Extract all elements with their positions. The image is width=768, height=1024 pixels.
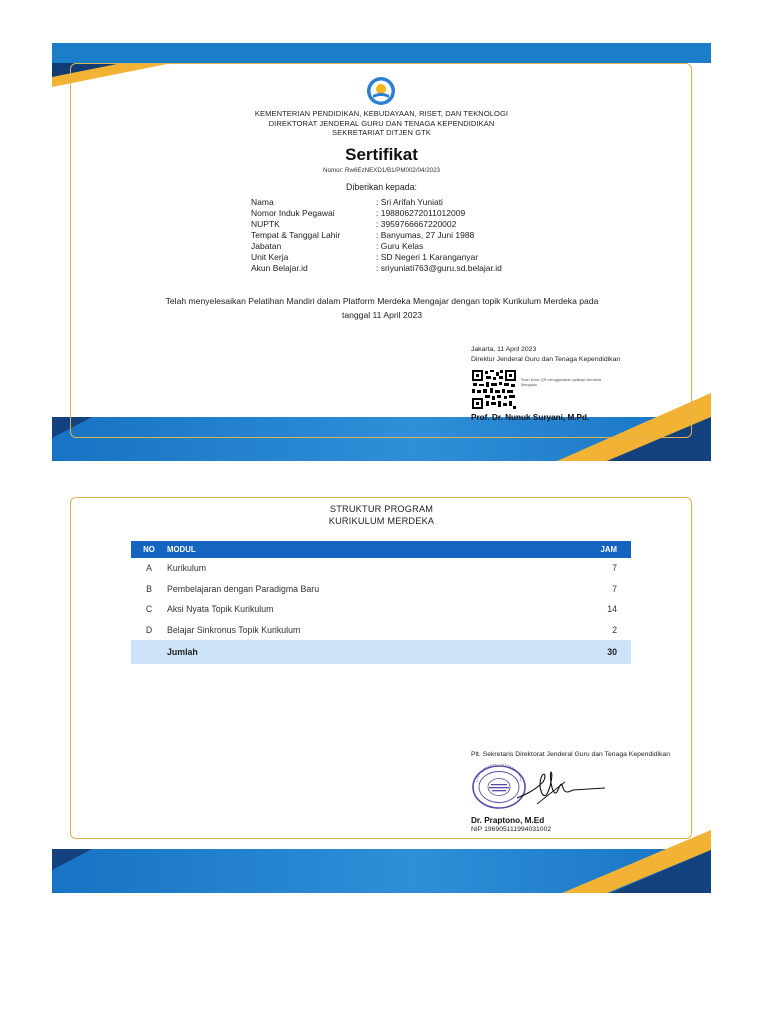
- header-modul: MODUL: [167, 541, 571, 558]
- signature-area: [471, 764, 611, 814]
- program-title-line2: KURIKULUM MERDEKA: [328, 516, 435, 526]
- row-no: A: [146, 563, 152, 574]
- secretary-signature-block: [471, 750, 671, 833]
- signer-role: Direktur Jenderal Guru dan Tenaga Kependidikan: [471, 355, 621, 363]
- ministry-logo-icon: [366, 76, 396, 106]
- detail-label: Akun Belajar.id: [251, 263, 308, 273]
- row-jam: 7: [612, 583, 617, 594]
- ministry-header: [52, 109, 711, 138]
- detail-label: Tempat & Tanggal Lahir: [251, 230, 341, 240]
- detail-row-nip: [251, 208, 502, 219]
- secretary-name: Dr. Praptono, M.Ed: [471, 816, 545, 825]
- table-row: [131, 558, 631, 579]
- qr-code-icon[interactable]: [471, 369, 517, 410]
- secretary-nip: NIP 196905111994031002: [471, 826, 552, 833]
- detail-row-unit: [251, 252, 502, 263]
- recipient-details: [251, 197, 502, 274]
- row-no: C: [145, 604, 153, 615]
- detail-value: : 198806272011012009: [376, 208, 466, 218]
- certificate-title: Sertifikat: [345, 145, 418, 164]
- row-jam: 7: [612, 563, 617, 574]
- ministry-line: KEMENTERIAN PENDIDIKAN, KEBUDAYAAN, RISET, DAN TEKNOLOGI: [254, 109, 509, 118]
- row-modul: Belajar Sinkronus Topik Kurikulum: [167, 624, 301, 635]
- row-no: D: [145, 624, 153, 635]
- row-modul: Aksi Nyata Topik Kurikulum: [167, 604, 274, 615]
- header-jam: JAM: [571, 541, 631, 558]
- detail-value: : 3959766667220002: [376, 219, 457, 229]
- statement-date: tanggal 11 April 2023: [341, 310, 423, 320]
- row-jam: 2: [612, 624, 617, 635]
- detail-label: Nomor Induk Pegawai: [251, 208, 335, 218]
- detail-value: : Banyumas, 27 Juni 1988: [376, 230, 475, 240]
- directorate-line: DIREKTORAT JENDERAL GURU DAN TENAGA KEPENDIDIKAN: [268, 118, 495, 128]
- detail-value: : sriyuniati763@guru.sd.belajar.id: [376, 263, 502, 273]
- detail-value: : SD Negeri 1 Karanganyar: [376, 252, 479, 262]
- qr-instruction: Scan Kode QR menggunakan aplikasi Merdeka Mengajar: [521, 378, 601, 387]
- row-jam: 14: [607, 604, 617, 615]
- detail-row-birth: [251, 230, 502, 241]
- total-empty: [131, 640, 167, 664]
- detail-label: NUPTK: [251, 219, 280, 229]
- row-no: B: [146, 583, 152, 594]
- detail-row-nuptk: [251, 219, 502, 230]
- certificate-number: Nomor: Rw6EzNEXD1/B1/PM002/04/2023: [323, 167, 440, 174]
- detail-row-position: [251, 241, 502, 252]
- signer-name: Prof. Dr. Nunuk Suryani, M.Pd.: [471, 413, 590, 422]
- signature-block: [471, 345, 620, 422]
- detail-label: Jabatan: [251, 241, 282, 251]
- handwritten-signature-icon: [513, 764, 608, 812]
- detail-row-account: [251, 263, 502, 274]
- given-to-label: Diberikan kepada:: [346, 182, 417, 192]
- secretary-role: Plt. Sekretaris Direktorat Jenderal Guru dan Tenaga Kependidikan: [471, 751, 670, 758]
- total-row: [131, 640, 631, 664]
- detail-label: Nama: [251, 197, 274, 207]
- table-row: [131, 579, 631, 600]
- place-date: Jakarta, 11 April 2023: [471, 346, 537, 353]
- table-row: [131, 620, 631, 641]
- detail-row-name: [251, 197, 502, 208]
- detail-value: : Guru Kelas: [376, 241, 424, 251]
- program-structure-page: [52, 478, 711, 893]
- statement-line: Telah menyelesaikan Pelatihan Mandiri dalam Platform Merdeka Mengajar dengan topik Kurikulum Merdeka pada: [165, 296, 599, 306]
- table-row: [131, 599, 631, 620]
- total-jam: 30: [571, 640, 631, 664]
- table-header-row: [131, 541, 631, 558]
- qr-row: [471, 369, 620, 410]
- total-label: Jumlah: [167, 640, 571, 664]
- certificate-page: [52, 43, 711, 461]
- secretariat-line: SEKRETARIAT DITJEN GTK: [332, 128, 431, 137]
- header-no: NO: [131, 541, 167, 558]
- module-table: [131, 541, 631, 664]
- row-modul: Pembelajaran dengan Paradigma Baru: [167, 583, 320, 594]
- program-title: [52, 503, 711, 527]
- detail-value: : Sri Arifah Yuniati: [376, 197, 443, 207]
- detail-label: Unit Kerja: [251, 252, 289, 262]
- completion-statement: [122, 294, 642, 322]
- program-title-line1: STRUKTUR PROGRAM: [329, 504, 434, 514]
- row-modul: Kurikulum: [167, 563, 207, 574]
